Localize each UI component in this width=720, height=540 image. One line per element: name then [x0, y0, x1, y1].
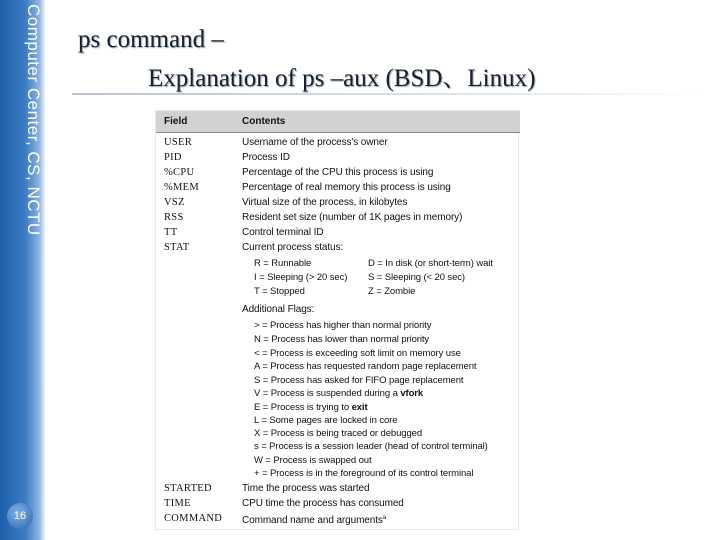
header-contents: Contents: [242, 116, 286, 127]
row-contents: Percentage of real memory this process is using: [242, 182, 451, 193]
row-field: PID: [164, 152, 182, 163]
row-contents: Virtual size of the process, in kilobytes: [242, 197, 408, 208]
header-field: Field: [164, 116, 188, 127]
status-code: T = Stopped: [254, 286, 305, 297]
row-field: STARTED: [164, 483, 212, 494]
table-row: [156, 496, 520, 511]
row-field: TIME: [164, 498, 191, 509]
flag-keyword: vfork: [400, 388, 424, 399]
status-code-row: [156, 256, 520, 271]
flag-row: [156, 359, 520, 374]
status-code: S = Sleeping (< 20 sec): [368, 272, 465, 283]
table-row: [156, 180, 520, 195]
row-contents: Control terminal ID: [242, 227, 324, 238]
sidebar-band: [0, 0, 46, 540]
flag-row: [156, 386, 520, 401]
flag-row: [156, 318, 520, 333]
flag-text: S = Process has asked for FIFO page replacement: [254, 375, 464, 386]
table-row: [156, 511, 520, 526]
row-contents: Current process status:: [242, 242, 344, 253]
table-row: [156, 135, 520, 150]
flag-text: N = Process has lower than normal priority: [254, 334, 430, 345]
row-contents: Process ID: [242, 152, 290, 163]
flag-text: > = Process has higher than normal priority: [254, 320, 432, 331]
slide-title: [78, 26, 698, 90]
flag-text: V = Process is suspended during a: [254, 388, 401, 399]
row-contents: CPU time the process has consumed: [242, 498, 404, 509]
org-label: Computer Center, CS, NCTU: [24, 4, 43, 236]
table-row: [156, 240, 520, 255]
flag-text: L = Some pages are locked in core: [254, 415, 398, 426]
flags-label: Additional Flags:: [242, 304, 315, 315]
flag-text-with-bold: [254, 386, 423, 401]
flag-text: W = Process is swapped out: [254, 455, 372, 466]
title-divider: [72, 93, 702, 95]
row-field: %MEM: [164, 182, 200, 193]
flag-text: s = Process is a session leader (head of control terminal): [254, 441, 488, 452]
status-code-row: [156, 270, 520, 285]
ps-fields-table: [155, 110, 519, 530]
status-code: D = In disk (or short-term) wait: [368, 258, 493, 269]
flag-row: [156, 332, 520, 347]
status-code-row: [156, 284, 520, 299]
row-contents: Resident set size (number of 1K pages in memory): [242, 212, 463, 223]
table-row: [156, 210, 520, 225]
row-contents: Username of the process's owner: [242, 137, 388, 148]
row-field: RSS: [164, 212, 184, 223]
row-field: STAT: [164, 242, 190, 253]
flag-text: E = Process is trying to: [254, 402, 352, 413]
flag-text: + = Process is in the foreground of its control terminal: [254, 468, 474, 479]
row-field: COMMAND: [164, 513, 223, 524]
footnote-marker: a: [382, 515, 387, 521]
flag-row: [156, 439, 520, 454]
flag-text: X = Process is being traced or debugged: [254, 428, 423, 439]
title-line-2: Explanation of ps –aux (BSD、Linux): [148, 65, 536, 92]
table-row: [156, 165, 520, 180]
row-field: USER: [164, 137, 193, 148]
table-row: [156, 225, 520, 240]
flag-keyword: exit: [351, 402, 368, 413]
row-field: %CPU: [164, 167, 195, 178]
flags-label-row: [156, 302, 520, 317]
row-field: TT: [164, 227, 178, 238]
row-contents: Time the process was started: [242, 483, 370, 494]
status-code: R = Runnable: [254, 258, 312, 269]
row-contents: Command name and arguments: [242, 515, 383, 526]
table-row: [156, 481, 520, 496]
status-code: Z = Zombie: [368, 286, 416, 297]
flag-row: [156, 466, 520, 481]
flag-text: A = Process has requested random page replacement: [254, 361, 477, 372]
title-line-1: ps command –: [78, 26, 224, 53]
row-contents: Percentage of the CPU this process is using: [242, 167, 434, 178]
row-contents-with-footnote: [242, 511, 386, 528]
row-field: VSZ: [164, 197, 185, 208]
table-row: [156, 150, 520, 165]
table-row: [156, 195, 520, 210]
page-number-badge: 16: [7, 503, 33, 529]
table-header: [156, 111, 520, 133]
status-code: I = Sleeping (> 20 sec): [254, 272, 348, 283]
flag-text: < = Process is exceeding soft limit on memory use: [254, 348, 461, 359]
